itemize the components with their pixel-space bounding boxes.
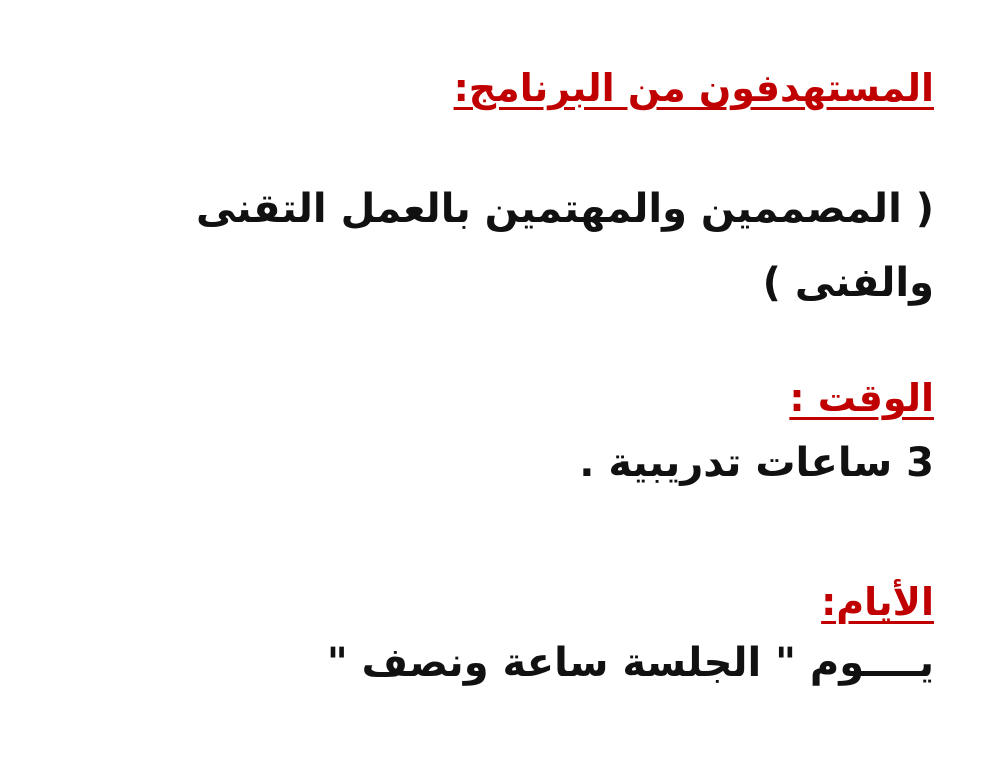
target-audience-heading: المستهدفون من البرنامج: bbox=[453, 66, 934, 110]
target-audience-line-2: والفنى ) bbox=[762, 260, 934, 306]
days-value: يــــوم " الجلسة ساعة ونصف " bbox=[326, 640, 934, 686]
time-heading: الوقت : bbox=[789, 376, 934, 420]
time-value: 3 ساعات تدريبية . bbox=[579, 440, 934, 486]
days-heading: الأيام: bbox=[821, 580, 934, 624]
target-audience-line-1: ( المصممين والمهتمين بالعمل التقنى bbox=[196, 186, 934, 232]
